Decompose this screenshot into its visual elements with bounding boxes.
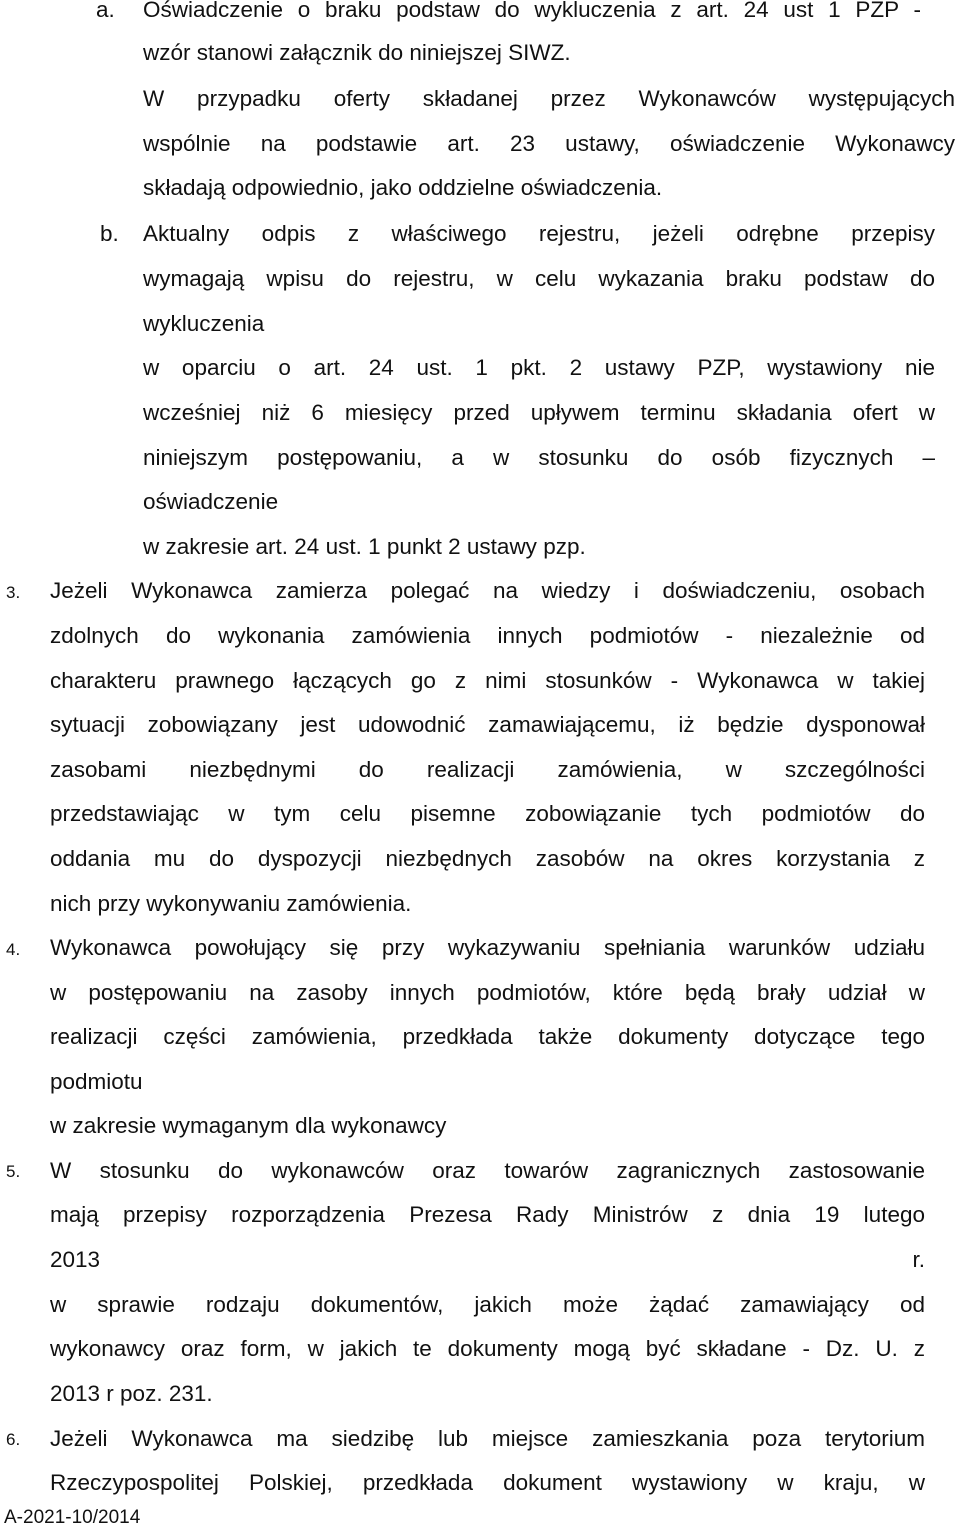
item-5-line-4: w sprawie rodzaju dokumentów, jakich może żądać zamawiający od bbox=[50, 1292, 925, 1317]
item-5-line-2: mają przepisy rozporządzenia Prezesa Rady Ministrów z dnia 19 lutego bbox=[50, 1202, 925, 1227]
item-4-line-2: w postępowaniu na zasoby innych podmiotów, które będą brały udział w bbox=[50, 980, 925, 1005]
item-4-number: 4. bbox=[6, 940, 21, 959]
item-4-line-3: realizacji części zamówienia, przedkłada także dokumenty dotyczące tego bbox=[50, 1024, 925, 1049]
item-5-number: 5. bbox=[6, 1162, 21, 1181]
footer-document-code: A-2021-10/2014 bbox=[4, 1507, 141, 1528]
item-b-line-5: wcześniej niż 6 miesięcy przed upływem terminu składania ofert w bbox=[143, 400, 935, 425]
item-3-line-7: oddania mu do dyspozycji niezbędnych zasobów na okres korzystania z bbox=[50, 846, 925, 871]
item-5-line-1: W stosunku do wykonawców oraz towarów zagranicznych zastosowanie bbox=[50, 1158, 925, 1183]
item-3-line-4: sytuacji zobowiązany jest udowodnić zamawiającemu, iż będzie dysponował bbox=[50, 712, 925, 737]
item-5-line-5: wykonawcy oraz form, w jakich te dokumenty mogą być składane - Dz. U. z bbox=[50, 1336, 925, 1361]
item-3-line-6: przedstawiając w tym celu pisemne zobowiązanie tych podmiotów do bbox=[50, 801, 925, 826]
item-3-line-8: nich przy wykonywaniu zamówienia. bbox=[50, 891, 412, 916]
item-a-line-3: W przypadku oferty składanej przez Wykonawców występujących bbox=[143, 86, 955, 111]
item-b-line-3: wykluczenia bbox=[143, 311, 265, 336]
item-3-line-2: zdolnych do wykonania zamówienia innych podmiotów - niezależnie od bbox=[50, 623, 925, 648]
item-5-line-6: 2013 r poz. 231. bbox=[50, 1381, 213, 1406]
item-6-line-1: Jeżeli Wykonawca ma siedzibę lub miejsce zamieszkania poza terytorium bbox=[50, 1426, 925, 1451]
item-4-line-5: w zakresie wymaganym dla wykonawcy bbox=[50, 1113, 447, 1138]
item-b-line-8: w zakresie art. 24 ust. 1 punkt 2 ustawy pzp. bbox=[143, 534, 586, 559]
item-3-line-5: zasobami niezbędnymi do realizacji zamówienia, w szczególności bbox=[50, 757, 925, 782]
item-b-label: b. bbox=[100, 221, 119, 246]
item-3-number: 3. bbox=[6, 583, 21, 602]
item-a-label: a. bbox=[96, 0, 115, 22]
item-a-line-1: Oświadczenie o braku podstaw do wykluczenia z art. 24 ust 1 PZP - bbox=[143, 0, 921, 22]
item-4-line-1: Wykonawca powołujący się przy wykazywaniu spełniania warunków udziału bbox=[50, 935, 925, 960]
item-6-number: 6. bbox=[6, 1430, 21, 1449]
item-b-line-1: Aktualny odpis z właściwego rejestru, jeżeli odrębne przepisy bbox=[143, 221, 935, 246]
item-b-line-7: oświadczenie bbox=[143, 489, 279, 514]
item-b-line-4: w oparciu o art. 24 ust. 1 pkt. 2 ustawy PZP, wystawiony nie bbox=[143, 355, 935, 380]
item-6-line-2: Rzeczypospolitej Polskiej, przedkłada dokument wystawiony w kraju, w bbox=[50, 1470, 925, 1495]
item-b-line-6: niniejszym postępowaniu, a w stosunku do osób fizycznych – bbox=[143, 445, 935, 470]
item-a-line-2: wzór stanowi załącznik do niniejszej SIWZ. bbox=[143, 40, 571, 65]
item-5-line-3: 2013 r. bbox=[50, 1247, 925, 1272]
item-b-line-2: wymagają wpisu do rejestru, w celu wykazania braku podstaw do bbox=[143, 266, 935, 291]
item-3-line-1: Jeżeli Wykonawca zamierza polegać na wiedzy i doświadczeniu, osobach bbox=[50, 578, 925, 603]
item-3-line-3: charakteru prawnego łączących go z nimi stosunków - Wykonawca w takiej bbox=[50, 668, 925, 693]
item-a-line-4: wspólnie na podstawie art. 23 ustawy, oświadczenie Wykonawcy bbox=[143, 131, 955, 156]
item-4-line-4: podmiotu bbox=[50, 1069, 143, 1094]
item-a-line-5: składają odpowiednio, jako oddzielne oświadczenia. bbox=[143, 175, 663, 200]
